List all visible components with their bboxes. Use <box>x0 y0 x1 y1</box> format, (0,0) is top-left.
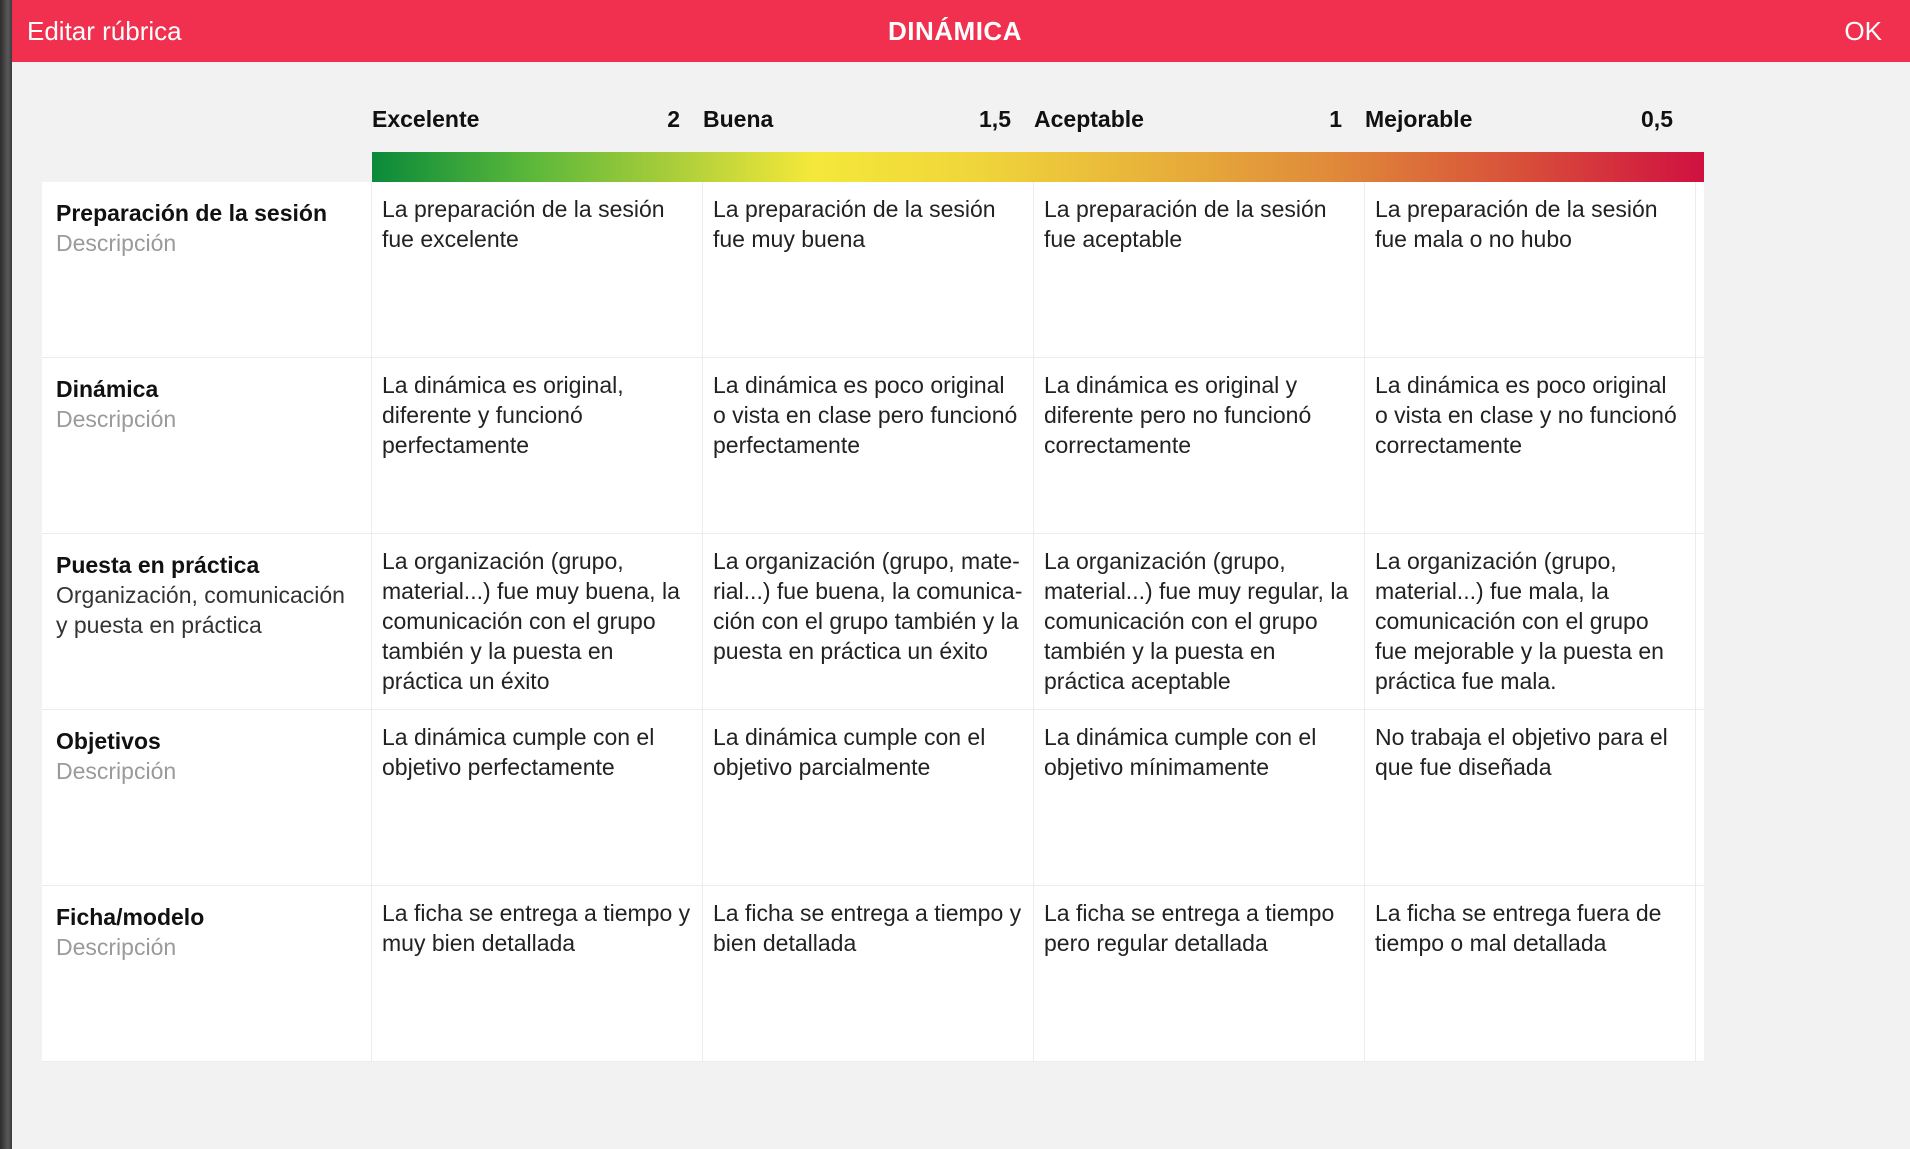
top-bar <box>12 0 1910 62</box>
level-name: Excelente <box>372 106 480 132</box>
level-cell-buena[interactable]: La ficha se entrega a tiempo y bien detallada <box>703 886 1034 1061</box>
level-cell-excelente[interactable]: La ficha se entrega a tiempo y muy bien detallada <box>372 886 703 1061</box>
criterion-cell[interactable] <box>42 710 372 885</box>
criterion-row <box>42 710 1704 886</box>
criterion-row <box>42 886 1704 1062</box>
criterion-description: Organización, comunicación y puesta en práctica <box>56 582 345 638</box>
level-name: Aceptable <box>1034 106 1144 132</box>
criterion-cell[interactable] <box>42 534 372 709</box>
criterion-name: Preparación de la sesión <box>56 200 328 226</box>
level-name: Mejorable <box>1365 106 1473 132</box>
criterion-cell[interactable] <box>42 182 372 357</box>
level-cell-buena[interactable]: La dinámica cumple con el objetivo parcialmente <box>703 710 1034 885</box>
score-gradient-bar <box>372 152 1704 182</box>
level-cell-mejorable[interactable]: La organización (grupo, material...) fue mala, la comunicación con el grupo fue mejorable y la puesta en práctica fue mala. <box>1365 534 1696 709</box>
rubric-grid <box>42 182 1704 1062</box>
ok-button[interactable]: OK <box>1844 16 1882 46</box>
criterion-name: Objetivos <box>56 728 161 754</box>
criterion-name: Puesta en práctica <box>56 552 260 578</box>
criterion-name: Ficha/modelo <box>56 904 205 930</box>
level-cell-buena[interactable]: La organización (grupo, mate-rial...) fue buena, la comunica-ción con el grupo también y la puesta en práctica un éxito <box>703 534 1034 709</box>
level-cell-excelente[interactable]: La dinámica cumple con el objetivo perfectamente <box>372 710 703 885</box>
level-header-buena[interactable] <box>691 100 1021 140</box>
level-score: 0,5 <box>1641 106 1673 132</box>
level-cell-buena[interactable]: La preparación de la sesión fue muy buena <box>703 182 1034 357</box>
rubric-dialog <box>12 0 1910 1149</box>
level-name: Buena <box>703 106 774 132</box>
criterion-row <box>42 358 1704 534</box>
criterion-description: Descripción <box>56 230 177 256</box>
level-cell-aceptable[interactable]: La ficha se entrega a tiempo pero regular detallada <box>1034 886 1365 1061</box>
level-cell-mejorable[interactable]: La ficha se entrega fuera de tiempo o mal detallada <box>1365 886 1696 1061</box>
criterion-name: Dinámica <box>56 376 159 402</box>
criterion-row <box>42 534 1704 710</box>
level-score: 2 <box>667 106 680 132</box>
criterion-cell[interactable] <box>42 886 372 1061</box>
level-cell-mejorable[interactable]: No trabaja el objetivo para el que fue diseñada <box>1365 710 1696 885</box>
criterion-description: Descripción <box>56 406 177 432</box>
level-score: 1 <box>1329 106 1342 132</box>
edit-rubric-button[interactable]: Editar rúbrica <box>27 16 182 46</box>
level-headers <box>360 100 1692 140</box>
level-header-mejorable[interactable] <box>1353 100 1683 140</box>
level-score: 1,5 <box>979 106 1011 132</box>
level-cell-aceptable[interactable]: La dinámica es original y diferente pero no funcionó correctamente <box>1034 358 1365 533</box>
level-header-aceptable[interactable] <box>1022 100 1352 140</box>
level-cell-excelente[interactable]: La preparación de la sesión fue excelente <box>372 182 703 357</box>
criterion-cell[interactable] <box>42 358 372 533</box>
criterion-description: Descripción <box>56 934 177 960</box>
level-cell-excelente[interactable]: La dinámica es original, diferente y funcionó perfectamente <box>372 358 703 533</box>
level-cell-excelente[interactable]: La organización (grupo, material...) fue muy buena, la comunicación con el grupo también y la puesta en práctica un éxito <box>372 534 703 709</box>
level-cell-aceptable[interactable]: La organización (grupo, material...) fue muy regular, la comunicación con el grupo también y la puesta en práctica aceptable <box>1034 534 1365 709</box>
criterion-row <box>42 182 1704 358</box>
level-cell-aceptable[interactable]: La dinámica cumple con el objetivo mínimamente <box>1034 710 1365 885</box>
level-cell-aceptable[interactable]: La preparación de la sesión fue aceptable <box>1034 182 1365 357</box>
criterion-description: Descripción <box>56 758 177 784</box>
page-title: DINÁMICA <box>888 16 1022 46</box>
level-header-excelente[interactable] <box>360 100 690 140</box>
level-cell-mejorable[interactable]: La preparación de la sesión fue mala o no hubo <box>1365 182 1696 357</box>
level-cell-buena[interactable]: La dinámica es poco original o vista en clase pero funcionó perfectamente <box>703 358 1034 533</box>
level-cell-mejorable[interactable]: La dinámica es poco original o vista en clase y no funcionó correctamente <box>1365 358 1696 533</box>
